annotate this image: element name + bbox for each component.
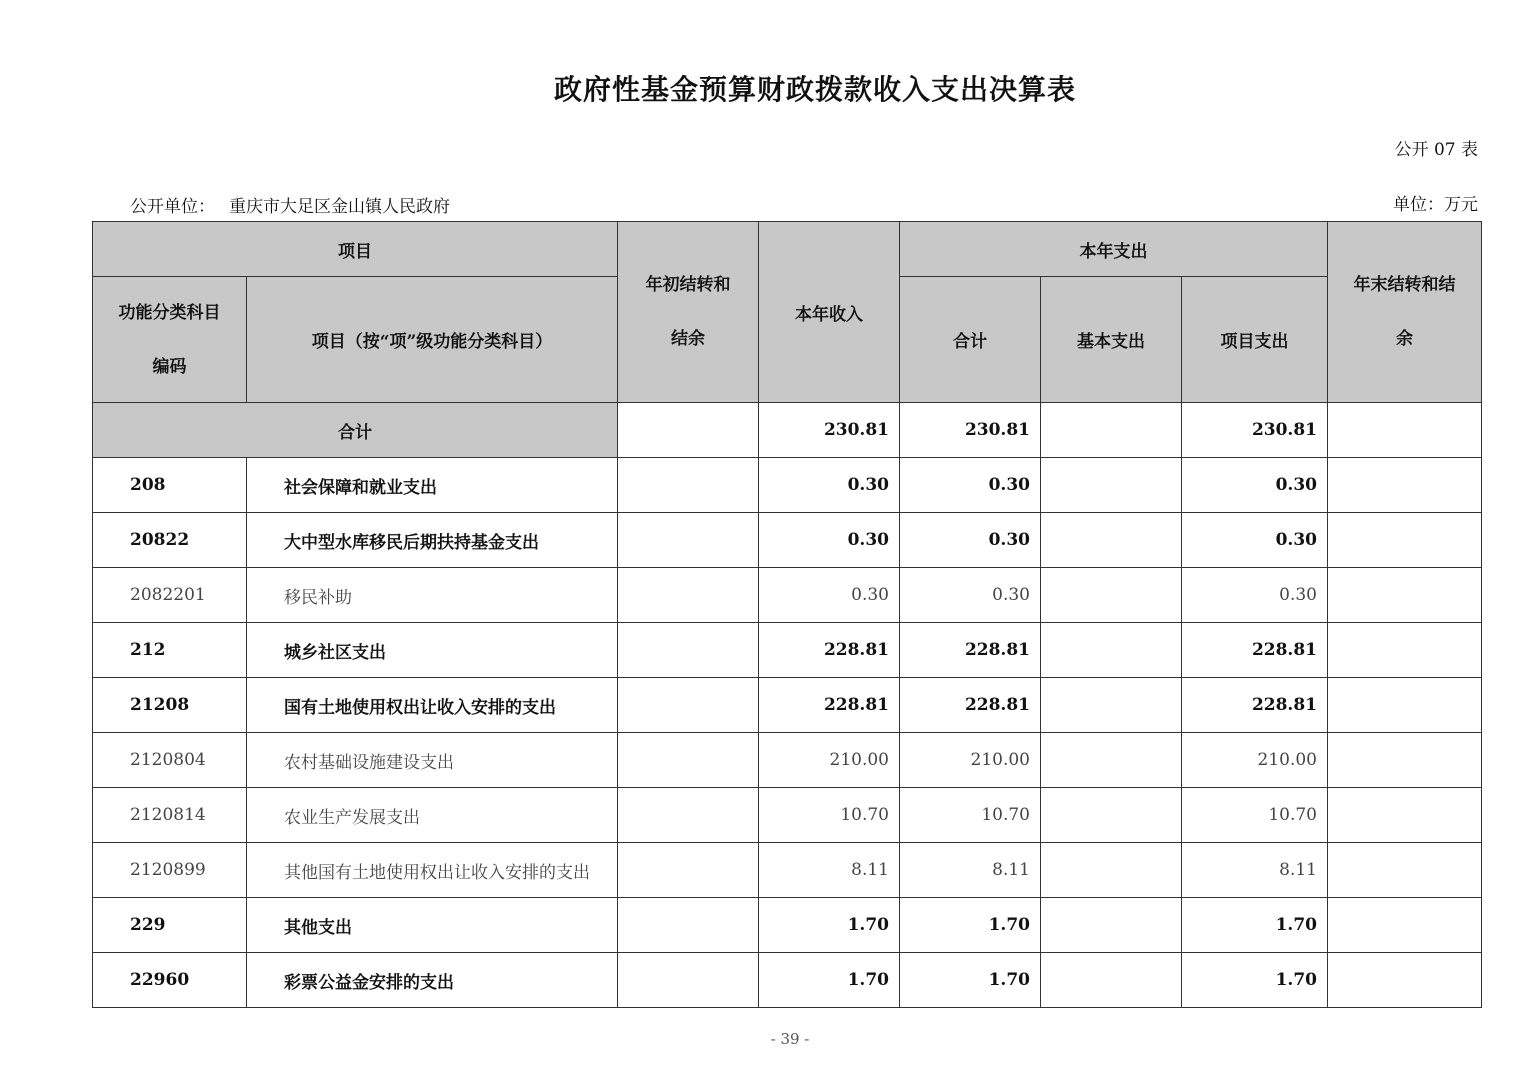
table-row (93, 513, 1482, 568)
row-expense-total: 0.30 (900, 458, 1041, 513)
form-number: 公开 07 表 (1394, 140, 1478, 160)
row-code: 2082201 (93, 568, 247, 623)
row-expense-total: 1.70 (900, 953, 1041, 1008)
header-end-balance (1328, 222, 1482, 403)
row-project: 1.70 (1182, 953, 1328, 1008)
row-name: 彩票公益金安排的支出 (247, 953, 618, 1008)
unit-name: 重庆市大足区金山镇人民政府 (229, 197, 450, 217)
row-income: 0.30 (759, 513, 900, 568)
row-income: 0.30 (759, 568, 900, 623)
row-income: 210.00 (759, 733, 900, 788)
row-name: 城乡社区支出 (247, 623, 618, 678)
total-row (93, 403, 1482, 458)
row-project: 8.11 (1182, 843, 1328, 898)
total-project: 230.81 (1182, 403, 1328, 458)
row-end (1328, 568, 1482, 623)
row-code: 21208 (93, 678, 247, 733)
row-begin (618, 953, 759, 1008)
row-end (1328, 953, 1482, 1008)
table-row (93, 733, 1482, 788)
header-begin-line1: 年初结转和 (645, 275, 731, 295)
row-begin (618, 458, 759, 513)
row-end (1328, 898, 1482, 953)
header-project-expense: 项目支出 (1182, 277, 1328, 403)
unit-label: 公开单位： (130, 197, 215, 217)
header-income: 本年收入 (759, 222, 900, 403)
row-code: 22960 (93, 953, 247, 1008)
row-project: 210.00 (1182, 733, 1328, 788)
row-name: 其他国有土地使用权出让收入安排的支出 (247, 843, 618, 898)
row-begin (618, 733, 759, 788)
header-code (93, 277, 247, 403)
table-row (93, 843, 1482, 898)
header-project: 项目 (93, 222, 618, 277)
table-row (93, 623, 1482, 678)
row-project: 0.30 (1182, 458, 1328, 513)
row-income: 1.70 (759, 898, 900, 953)
row-name: 大中型水库移民后期扶持基金支出 (247, 513, 618, 568)
row-code: 212 (93, 623, 247, 678)
row-begin (618, 898, 759, 953)
row-basic (1041, 843, 1182, 898)
page-number: - 39 - (770, 1030, 810, 1048)
row-income: 1.70 (759, 953, 900, 1008)
header-expense: 本年支出 (900, 222, 1328, 277)
header-code-line2: 编码 (152, 356, 187, 377)
row-expense-total: 210.00 (900, 733, 1041, 788)
header-end-line1: 年末结转和结 (1353, 275, 1456, 295)
row-name: 农村基础设施建设支出 (247, 733, 618, 788)
table-row (93, 568, 1482, 623)
row-basic (1041, 898, 1182, 953)
row-basic (1041, 458, 1182, 513)
row-name: 国有土地使用权出让收入安排的支出 (247, 678, 618, 733)
row-expense-total: 228.81 (900, 678, 1041, 733)
row-code: 2120814 (93, 788, 247, 843)
row-project: 1.70 (1182, 898, 1328, 953)
row-income: 228.81 (759, 623, 900, 678)
row-income: 8.11 (759, 843, 900, 898)
row-income: 10.70 (759, 788, 900, 843)
row-begin (618, 513, 759, 568)
row-basic (1041, 678, 1182, 733)
total-expense-total: 230.81 (900, 403, 1041, 458)
row-end (1328, 623, 1482, 678)
header-expense-total: 合计 (900, 277, 1041, 403)
table-row (93, 678, 1482, 733)
row-end (1328, 678, 1482, 733)
row-end (1328, 788, 1482, 843)
row-code: 2120899 (93, 843, 247, 898)
row-expense-total: 10.70 (900, 788, 1041, 843)
currency-unit: 单位：万元 (1393, 195, 1478, 215)
row-name: 农业生产发展支出 (247, 788, 618, 843)
header-begin-line2: 结余 (671, 329, 705, 349)
row-basic (1041, 788, 1182, 843)
table-row (93, 953, 1482, 1008)
reporting-unit (130, 192, 450, 217)
row-end (1328, 513, 1482, 568)
row-code: 229 (93, 898, 247, 953)
row-project: 0.30 (1182, 568, 1328, 623)
row-project: 228.81 (1182, 623, 1328, 678)
row-expense-total: 0.30 (900, 513, 1041, 568)
row-income: 228.81 (759, 678, 900, 733)
row-project: 10.70 (1182, 788, 1328, 843)
row-expense-total: 0.30 (900, 568, 1041, 623)
table-row (93, 898, 1482, 953)
total-begin (618, 403, 759, 458)
row-end (1328, 458, 1482, 513)
row-basic (1041, 513, 1182, 568)
table-row (93, 458, 1482, 513)
row-code: 2120804 (93, 733, 247, 788)
total-end (1328, 403, 1482, 458)
row-name: 其他支出 (247, 898, 618, 953)
row-begin (618, 843, 759, 898)
row-begin (618, 623, 759, 678)
header-basic-expense: 基本支出 (1041, 277, 1182, 403)
row-project: 0.30 (1182, 513, 1328, 568)
row-begin (618, 788, 759, 843)
row-basic (1041, 568, 1182, 623)
row-code: 208 (93, 458, 247, 513)
row-name: 移民补助 (247, 568, 618, 623)
row-end (1328, 733, 1482, 788)
row-basic (1041, 733, 1182, 788)
row-begin (618, 678, 759, 733)
page-title: 政府性基金预算财政拨款收入支出决算表 (553, 73, 1076, 106)
total-income: 230.81 (759, 403, 900, 458)
row-begin (618, 568, 759, 623)
row-expense-total: 1.70 (900, 898, 1041, 953)
row-income: 0.30 (759, 458, 900, 513)
header-name: 项目（按“项”级功能分类科目） (247, 277, 618, 403)
total-basic (1041, 403, 1182, 458)
row-basic (1041, 953, 1182, 1008)
header-code-line1: 功能分类科目 (118, 302, 221, 323)
row-end (1328, 843, 1482, 898)
header-begin-balance (618, 222, 759, 403)
row-basic (1041, 623, 1182, 678)
row-expense-total: 8.11 (900, 843, 1041, 898)
total-label: 合计 (93, 403, 618, 458)
row-code: 20822 (93, 513, 247, 568)
header-end-line2: 余 (1396, 329, 1413, 349)
budget-table (92, 221, 1482, 1008)
row-expense-total: 228.81 (900, 623, 1041, 678)
table-row (93, 788, 1482, 843)
row-project: 228.81 (1182, 678, 1328, 733)
row-name: 社会保障和就业支出 (247, 458, 618, 513)
